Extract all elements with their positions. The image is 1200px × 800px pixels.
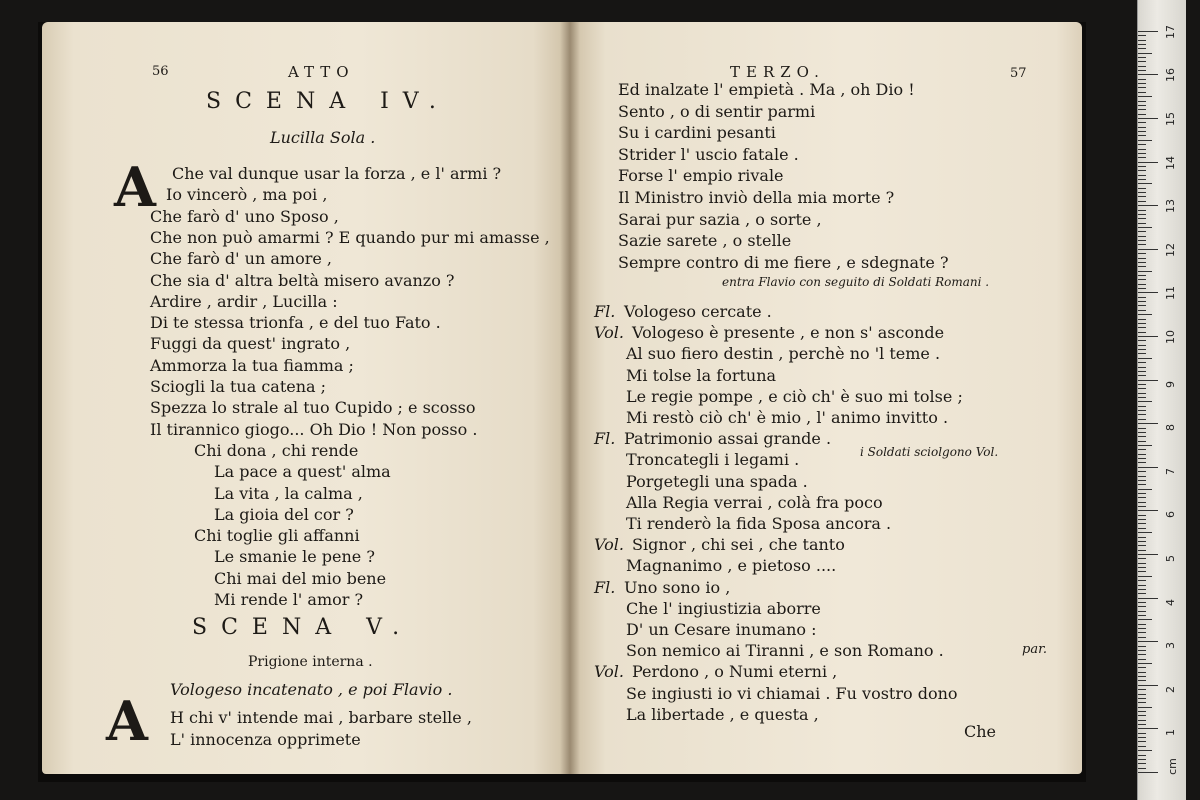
- ruler-tick: [1138, 149, 1146, 150]
- ruler-tick: [1138, 397, 1146, 398]
- dialogue-line: Magnanimo , e pietoso ....: [626, 556, 837, 576]
- ruler-tick: [1138, 205, 1158, 206]
- ruler-tick: [1138, 340, 1146, 341]
- ruler-tick: [1138, 598, 1158, 599]
- ruler-tick: [1138, 31, 1158, 32]
- verse-line: Di te stessa trionfa , e del tuo Fato .: [150, 313, 441, 333]
- ruler-tick: [1138, 541, 1146, 542]
- ruler-tick: [1138, 441, 1146, 442]
- page-number-left: 56: [152, 64, 169, 79]
- ruler-tick: [1138, 131, 1146, 132]
- ruler-label: 13: [1164, 199, 1177, 214]
- ruler-label: 9: [1164, 380, 1177, 388]
- verse-line: La gioia del cor ?: [214, 504, 354, 524]
- verse-line: Sempre contro di me fiere , e sdegnate ?: [618, 252, 949, 272]
- ruler-tick: [1138, 380, 1158, 381]
- ruler-tick: [1138, 83, 1146, 84]
- ruler-tick: [1138, 689, 1146, 690]
- ruler-tick: [1138, 550, 1146, 551]
- verse-line: La pace a quest' alma: [214, 462, 391, 482]
- ruler-tick: [1138, 602, 1146, 603]
- stage-direction-enter: entra Flavio con seguito di Soldati Romani .: [722, 275, 990, 289]
- dialogue-line: Signor , chi sei , che tanto: [632, 535, 845, 555]
- ruler-tick: [1138, 746, 1146, 747]
- ruler-label: 14: [1164, 155, 1177, 170]
- dialogue-line: D' un Cesare inumano :: [626, 620, 817, 639]
- speaker-name: Vol.: [594, 535, 624, 555]
- speaker-name: Vol.: [594, 662, 624, 682]
- ruler-tick: [1138, 519, 1146, 520]
- ruler-tick: [1138, 628, 1146, 629]
- ruler-tick: [1138, 593, 1146, 594]
- ruler-tick: [1138, 532, 1152, 533]
- ruler-tick: [1138, 497, 1146, 498]
- ruler-tick: [1138, 619, 1152, 620]
- ruler-tick: [1138, 410, 1146, 411]
- dialogue-line: Uno sono io ,: [624, 577, 731, 597]
- ruler-tick: [1138, 471, 1146, 472]
- verse-line: Chi toglie gli affanni: [194, 526, 360, 546]
- running-head-right: TERZO.: [730, 63, 825, 81]
- dropcap-a: A: [114, 155, 156, 219]
- dialogue-line: Perdono , o Numi eterni ,: [632, 662, 838, 682]
- ruler-tick: [1138, 279, 1146, 280]
- verse-line: Le smanie le pene ?: [214, 547, 375, 567]
- verse-line: Fuggi da quest' ingrato ,: [150, 334, 351, 354]
- ruler-tick: [1138, 659, 1146, 660]
- ruler-tick: [1138, 332, 1146, 333]
- ruler-tick: [1138, 157, 1146, 158]
- measuring-ruler: [1137, 0, 1186, 800]
- page-number-right: 57: [1010, 66, 1027, 81]
- dialogue-line: Troncategli i legami .: [626, 450, 800, 470]
- speaker-name: Fl.: [594, 302, 616, 321]
- ruler-label: 5: [1164, 555, 1177, 562]
- ruler-label: 7: [1164, 467, 1177, 475]
- verse-line: Mi rende l' amor ?: [214, 590, 364, 609]
- verse-line: Sento , o di sentir parmi: [618, 101, 816, 121]
- catchword: Che: [964, 722, 997, 741]
- ruler-tick: [1138, 728, 1158, 729]
- running-head-left: ATTO: [288, 63, 355, 81]
- ruler-tick: [1138, 362, 1146, 363]
- ruler-unit: cm: [1165, 758, 1179, 775]
- ruler-tick: [1138, 223, 1146, 224]
- ruler-tick: [1138, 406, 1146, 407]
- ruler-tick: [1138, 467, 1158, 468]
- ruler-tick: [1138, 667, 1146, 668]
- aside-direction: par.: [1022, 642, 1047, 657]
- scene-5-place: Prigione interna .: [248, 654, 373, 670]
- ruler-tick: [1138, 240, 1146, 241]
- ruler-tick: [1138, 231, 1146, 232]
- speaker-name: Fl.: [594, 429, 616, 449]
- ruler-tick: [1138, 127, 1146, 128]
- verse-line: Forse l' empio rivale: [618, 166, 784, 186]
- ruler-tick: [1138, 135, 1146, 136]
- dialogue-line: Porgetegli una spada .: [626, 471, 808, 491]
- ruler-tick: [1138, 454, 1146, 455]
- ruler-tick: [1138, 523, 1146, 524]
- ruler-tick: [1138, 423, 1158, 424]
- ruler-tick: [1138, 144, 1146, 145]
- speaker-name: Vol.: [594, 323, 624, 343]
- ruler-label: 2: [1164, 685, 1177, 693]
- ruler-tick: [1138, 489, 1152, 490]
- ruler-tick: [1138, 759, 1146, 760]
- ruler-tick: [1138, 515, 1146, 516]
- ruler-tick: [1138, 615, 1146, 616]
- ruler-tick: [1138, 698, 1146, 699]
- verse-line: Che farò d' uno Sposo ,: [150, 206, 339, 226]
- ruler-label: 6: [1164, 511, 1177, 519]
- ruler-tick: [1138, 388, 1146, 389]
- ruler-tick: [1138, 554, 1158, 555]
- ruler-tick: [1138, 175, 1146, 176]
- ruler-tick: [1138, 140, 1152, 141]
- verse-line: Chi dona , chi rende: [194, 440, 359, 460]
- ruler-tick: [1138, 646, 1146, 647]
- ruler-tick: [1138, 462, 1146, 463]
- ruler-label: 3: [1164, 642, 1177, 650]
- ruler-label: 17: [1164, 24, 1177, 39]
- ruler-tick: [1138, 201, 1146, 202]
- verse-line: Il tirannico giogo... Oh Dio ! Non posso .: [150, 419, 478, 439]
- ruler-tick: [1138, 650, 1146, 651]
- ruler-tick: [1138, 537, 1146, 538]
- ruler-tick: [1138, 571, 1146, 572]
- ruler-tick: [1138, 750, 1152, 751]
- ruler-tick: [1138, 336, 1158, 337]
- stage-direction-soldiers: i Soldati sciolgono Vol.: [860, 445, 999, 459]
- ruler-tick: [1138, 179, 1146, 180]
- ruler-tick: [1138, 685, 1158, 686]
- ruler-label: 15: [1164, 112, 1177, 126]
- ruler-tick: [1138, 367, 1146, 368]
- dialogue-line: Patrimonio assai grande .: [624, 429, 832, 449]
- ruler-tick: [1138, 484, 1146, 485]
- ruler-tick: [1138, 61, 1146, 62]
- ruler-tick: [1138, 772, 1158, 773]
- ruler-tick: [1138, 35, 1146, 36]
- ruler-tick: [1138, 545, 1146, 546]
- open-book: [38, 22, 1086, 782]
- ruler-tick: [1138, 371, 1146, 372]
- ruler-tick: [1138, 196, 1146, 197]
- ruler-tick: [1138, 624, 1146, 625]
- ruler-tick: [1138, 428, 1146, 429]
- ruler-tick: [1138, 432, 1146, 433]
- dialogue-line: Le regie pompe , e ciò ch' è suo mi tolse ;: [626, 386, 963, 406]
- verse-line: Sazie sarete , o stelle: [618, 231, 792, 251]
- ruler-tick: [1138, 585, 1146, 586]
- ruler-tick: [1138, 720, 1146, 721]
- ruler-label: 16: [1164, 68, 1177, 83]
- ruler-tick: [1138, 358, 1152, 359]
- ruler-tick: [1138, 680, 1146, 681]
- dialogue-line: Se ingiusti io vi chiamai . Fu vostro dono: [626, 683, 958, 703]
- ruler-tick: [1138, 737, 1146, 738]
- speaker-name: Fl.: [594, 577, 616, 597]
- ruler-tick: [1138, 637, 1146, 638]
- ruler-tick: [1138, 353, 1146, 354]
- ruler-tick: [1138, 249, 1158, 250]
- ruler-label: 4: [1164, 598, 1177, 606]
- verse-line: La vita , la calma ,: [214, 483, 363, 503]
- ruler-tick: [1138, 611, 1146, 612]
- ruler-tick: [1138, 236, 1146, 237]
- ruler-tick: [1138, 502, 1146, 503]
- ruler-tick: [1138, 741, 1146, 742]
- ruler-label: 1: [1164, 729, 1177, 737]
- ruler-tick: [1138, 567, 1146, 568]
- ruler-tick: [1138, 262, 1146, 263]
- dialogue-line: Mi tolse la fortuna: [626, 365, 777, 385]
- ruler-tick: [1138, 210, 1146, 211]
- ruler-tick: [1138, 384, 1146, 385]
- ruler-tick: [1138, 292, 1158, 293]
- ruler-tick: [1138, 153, 1146, 154]
- left-page: [42, 22, 570, 774]
- ruler-tick: [1138, 227, 1152, 228]
- ruler-tick: [1138, 314, 1152, 315]
- ruler-tick: [1138, 305, 1146, 306]
- ruler-tick: [1138, 275, 1146, 276]
- dialogue-line: Vologeso cercate .: [624, 302, 772, 321]
- ruler-tick: [1138, 96, 1152, 97]
- ruler-tick: [1138, 349, 1146, 350]
- ruler-tick: [1138, 66, 1146, 67]
- ruler-tick: [1138, 715, 1146, 716]
- ruler-tick: [1138, 92, 1146, 93]
- ruler-tick: [1138, 528, 1146, 529]
- ruler-tick: [1138, 162, 1158, 163]
- ruler-tick: [1138, 79, 1146, 80]
- ruler-tick: [1138, 327, 1146, 328]
- ruler-tick: [1138, 101, 1146, 102]
- ruler-tick: [1138, 676, 1146, 677]
- ruler-tick: [1138, 122, 1146, 123]
- ruler-tick: [1138, 323, 1146, 324]
- ruler-tick: [1138, 458, 1146, 459]
- verse-line: Che val dunque usar la forza , e l' armi ?: [172, 164, 502, 183]
- ruler-tick: [1138, 419, 1146, 420]
- verse-line: H chi v' intende mai , barbare stelle ,: [170, 708, 472, 727]
- verse-line: Strider l' uscio fatale .: [618, 144, 799, 164]
- dialogue-line: Mi restò ciò ch' è mio , l' animo invitto .: [626, 408, 949, 427]
- ruler-tick: [1138, 166, 1146, 167]
- ruler-tick: [1138, 301, 1146, 302]
- ruler-tick: [1138, 188, 1146, 189]
- ruler-tick: [1138, 763, 1146, 764]
- ruler-tick: [1138, 192, 1146, 193]
- ruler-tick: [1138, 70, 1146, 71]
- ruler-tick: [1138, 476, 1146, 477]
- ruler-tick: [1138, 297, 1146, 298]
- ruler-tick: [1138, 589, 1146, 590]
- ruler-tick: [1138, 632, 1146, 633]
- ruler-tick: [1138, 393, 1146, 394]
- dialogue-line: Son nemico ai Tiranni , e son Romano .: [626, 641, 944, 661]
- ruler-tick: [1138, 271, 1152, 272]
- ruler-tick: [1138, 44, 1146, 45]
- ruler-tick: [1138, 506, 1146, 507]
- ruler-tick: [1138, 105, 1146, 106]
- ruler-tick: [1138, 319, 1146, 320]
- ruler-tick: [1138, 558, 1146, 559]
- ruler-tick: [1138, 711, 1146, 712]
- ruler-tick: [1138, 53, 1152, 54]
- ruler-tick: [1138, 401, 1152, 402]
- book-gutter: [560, 22, 580, 774]
- ruler-tick: [1138, 284, 1146, 285]
- ruler-tick: [1138, 733, 1146, 734]
- ruler-tick: [1138, 480, 1146, 481]
- ruler-tick: [1138, 244, 1146, 245]
- ruler-tick: [1138, 253, 1146, 254]
- verse-line: L' innocenza opprimete: [170, 730, 361, 749]
- verse-line: Su i cardini pesanti: [618, 123, 776, 143]
- ruler-tick: [1138, 57, 1146, 58]
- ruler-tick: [1138, 288, 1146, 289]
- ruler-tick: [1138, 724, 1146, 725]
- ruler-tick: [1138, 510, 1158, 511]
- ruler-tick: [1138, 663, 1152, 664]
- verse-line: Che sia d' altra beltà misero avanzo ?: [150, 270, 455, 290]
- ruler-tick: [1138, 563, 1146, 564]
- ruler-tick: [1138, 576, 1152, 577]
- ruler-tick: [1138, 375, 1146, 376]
- ruler-tick: [1138, 493, 1146, 494]
- ruler-tick: [1138, 345, 1146, 346]
- ruler-tick: [1138, 114, 1146, 115]
- ruler-tick: [1138, 449, 1146, 450]
- dialogue-line: Vologeso è presente , e non s' asconde: [632, 323, 945, 343]
- ruler-tick: [1138, 40, 1146, 41]
- dropcap-a-2: A: [106, 689, 148, 753]
- ruler-label: 8: [1164, 424, 1177, 432]
- dialogue-line: Al suo fiero destin , perchè no 'l teme .: [626, 344, 941, 364]
- dialogue-line: Ti renderò la fida Sposa ancora .: [626, 514, 892, 533]
- ruler-label: 12: [1164, 242, 1177, 257]
- ruler-label: 10: [1164, 330, 1177, 344]
- ruler-tick: [1138, 258, 1146, 259]
- ruler-tick: [1138, 74, 1158, 75]
- scene-4-subtitle: Lucilla Sola .: [270, 128, 376, 147]
- ruler-tick: [1138, 755, 1146, 756]
- scene-5-heading: SCENA V.: [192, 615, 414, 640]
- verse-line: Che non può amarmi ? E quando pur mi amasse ,: [150, 227, 550, 247]
- ruler-tick: [1138, 266, 1146, 267]
- ruler-tick: [1138, 445, 1152, 446]
- ruler-tick: [1138, 183, 1152, 184]
- ruler-tick: [1138, 672, 1146, 673]
- ruler-tick: [1138, 310, 1146, 311]
- ruler-tick: [1138, 702, 1146, 703]
- verse-line: Io vincerò , ma poi ,: [166, 185, 328, 205]
- dialogue-line: Che l' ingiustizia aborre: [626, 598, 821, 618]
- ruler-tick: [1138, 109, 1146, 110]
- ruler-tick: [1138, 606, 1146, 607]
- ruler-tick: [1138, 414, 1146, 415]
- verse-line: Sarai pur sazia , o sorte ,: [618, 209, 822, 229]
- dialogue-line: Alla Regia verrai , colà fra poco: [626, 492, 883, 512]
- scene-5-subtitle: Vologeso incatenato , e poi Flavio .: [170, 680, 453, 699]
- verse-line: Ammorza la tua fiamma ;: [150, 355, 354, 375]
- ruler-tick: [1138, 768, 1146, 769]
- ruler-tick: [1138, 694, 1146, 695]
- verse-line: Spezza lo strale al tuo Cupido ; e scosso: [150, 398, 476, 418]
- ruler-tick: [1138, 707, 1152, 708]
- ruler-tick: [1138, 48, 1146, 49]
- ruler-tick: [1138, 214, 1146, 215]
- ruler-tick: [1138, 87, 1146, 88]
- verse-line: Ardire , ardir , Lucilla :: [150, 291, 338, 311]
- ruler-tick: [1138, 580, 1146, 581]
- verse-line: Ed inalzate l' empietà . Ma , oh Dio !: [618, 80, 915, 99]
- ruler-tick: [1138, 641, 1158, 642]
- right-page: [570, 22, 1082, 774]
- ruler-tick: [1138, 218, 1146, 219]
- verse-line: Il Ministro inviò della mia morte ?: [618, 188, 895, 207]
- ruler-tick: [1138, 118, 1158, 119]
- ruler-label: 11: [1164, 286, 1177, 301]
- ruler-tick: [1138, 436, 1146, 437]
- verse-line: Che farò d' un amore ,: [150, 249, 332, 269]
- scene-4-heading: SCENA IV.: [206, 89, 450, 114]
- dialogue-line: La libertade , e questa ,: [626, 704, 819, 724]
- ruler-tick: [1138, 654, 1146, 655]
- ruler-tick: [1138, 170, 1146, 171]
- verse-line: Sciogli la tua catena ;: [150, 377, 327, 396]
- verse-line: Chi mai del mio bene: [214, 568, 387, 588]
